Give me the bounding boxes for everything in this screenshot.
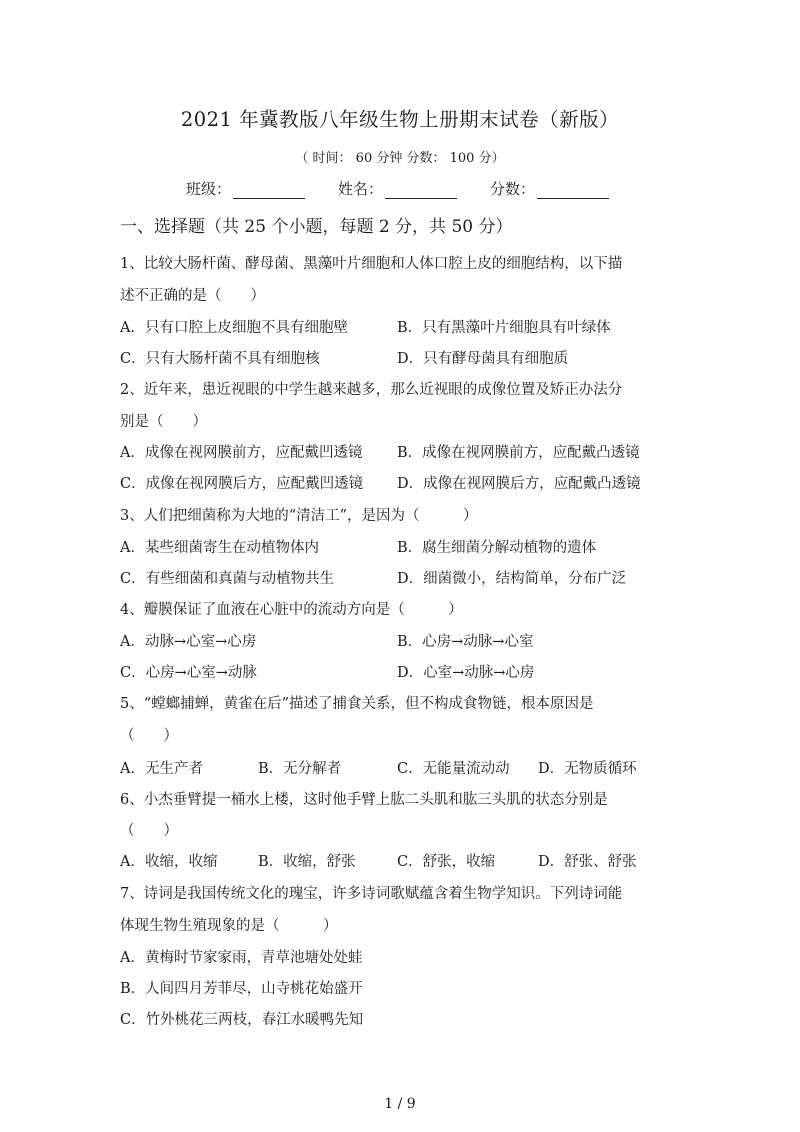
section-heading: 一、选择题（共 25 个小题，每题 2 分，共 50 分） <box>120 217 513 237</box>
exam-time-score: （ 时间： 60 分钟 分数： 100 分） <box>295 151 505 166</box>
score-field <box>490 178 609 199</box>
class-field <box>186 178 305 199</box>
q7-option-a: A．黄梅时节家家雨，青草池塘处处蛙 <box>120 950 363 966</box>
q1-option-d: D．只有酵母菌具有细胞质 <box>397 351 569 367</box>
q6-stem-line2: （ ） <box>120 823 178 839</box>
q3-stem-line1: 3、人们把细菌称为大地的“清洁工”，是因为（ ） <box>120 508 478 524</box>
q6-option-b: B．收缩，舒张 <box>258 854 356 870</box>
q5-option-a: A．无生产者 <box>120 761 203 777</box>
name-field <box>338 178 457 199</box>
name-blank[interactable] <box>385 182 457 199</box>
score-label: 分数： <box>490 180 536 198</box>
score-blank[interactable] <box>537 182 609 199</box>
q7-stem-line2: 体现生物生殖现象的是（ ） <box>120 918 338 934</box>
q4-option-d: D．心室→动脉→心房 <box>397 665 535 681</box>
q6-option-a: A．收缩，收缩 <box>120 854 218 870</box>
q2-option-a: A．成像在视网膜前方，应配戴凹透镜 <box>120 445 363 461</box>
page-title: 2021 年冀教版八年级生物上册期末试卷（新版） <box>180 108 620 131</box>
q7-option-c: C．竹外桃花三两枝，春江水暖鸭先知 <box>120 1012 364 1028</box>
q5-stem-line1: 5、“螳螂捕蝉，黄雀在后”描述了捕食关系，但不构成食物链，根本原因是 <box>120 696 594 712</box>
q5-option-d: D．无物质循环 <box>538 761 637 777</box>
q3-option-b: B．腐生细菌分解动植物的遗体 <box>397 540 597 556</box>
q5-option-c: C．无能量流动动 <box>397 761 510 777</box>
class-label: 班级： <box>186 180 232 198</box>
q2-stem-line1: 2、近年来，患近视眼的中学生越来越多，那么近视眼的成像位置及矫正办法分 <box>120 382 623 398</box>
q2-option-c: C．成像在视网膜后方，应配戴凹透镜 <box>120 476 364 492</box>
q4-option-b: B．心房→动脉→心室 <box>397 634 534 650</box>
name-label: 姓名： <box>338 180 384 198</box>
q1-stem-line2: 述不正确的是（ ） <box>120 288 265 304</box>
q4-option-c: C．心房→心室→动脉 <box>120 665 257 681</box>
page-number: 1 / 9 <box>384 1096 416 1112</box>
q4-stem-line1: 4、瓣膜保证了血液在心脏中的流动方向是（ ） <box>120 602 463 618</box>
student-info-row <box>186 178 609 199</box>
q6-option-d: D．舒张、舒张 <box>538 854 637 870</box>
q7-stem-line1: 7、诗词是我国传统文化的瑰宝，许多诗词歌赋蕴含着生物学知识。下列诗词能 <box>120 886 623 902</box>
q1-stem-line1: 1、比较大肠杆菌、酵母菌、黑藻叶片细胞和人体口腔上皮的细胞结构，以下描 <box>120 256 623 272</box>
q2-stem-line2: 别是（ ） <box>120 414 207 430</box>
q3-option-c: C．有些细菌和真菌与动植物共生 <box>120 571 335 587</box>
q5-stem-line2: （ ） <box>120 728 178 744</box>
q6-stem-line1: 6、小杰垂臂提一桶水上楼，这时他手臂上肱二头肌和肱三头肌的状态分别是 <box>120 792 608 808</box>
q3-option-d: D．细菌微小，结构简单，分布广泛 <box>397 571 627 587</box>
q5-option-b: B．无分解者 <box>258 761 342 777</box>
q2-option-d: D．成像在视网膜后方，应配戴凸透镜 <box>397 476 641 492</box>
q2-option-b: B．成像在视网膜前方，应配戴凸透镜 <box>397 445 640 461</box>
q1-option-b: B．只有黑藻叶片细胞具有叶绿体 <box>397 320 611 336</box>
q6-option-c: C．舒张，收缩 <box>397 854 496 870</box>
q3-option-a: A．某些细菌寄生在动植物体内 <box>120 540 319 556</box>
q4-option-a: A．动脉→心室→心房 <box>120 634 257 650</box>
class-blank[interactable] <box>233 182 305 199</box>
q1-option-c: C．只有大肠杆菌不具有细胞核 <box>120 351 320 367</box>
q1-option-a: A．只有口腔上皮细胞不具有细胞壁 <box>120 320 348 336</box>
q7-option-b: B．人间四月芳菲尽，山寺桃花始盛开 <box>120 981 363 997</box>
